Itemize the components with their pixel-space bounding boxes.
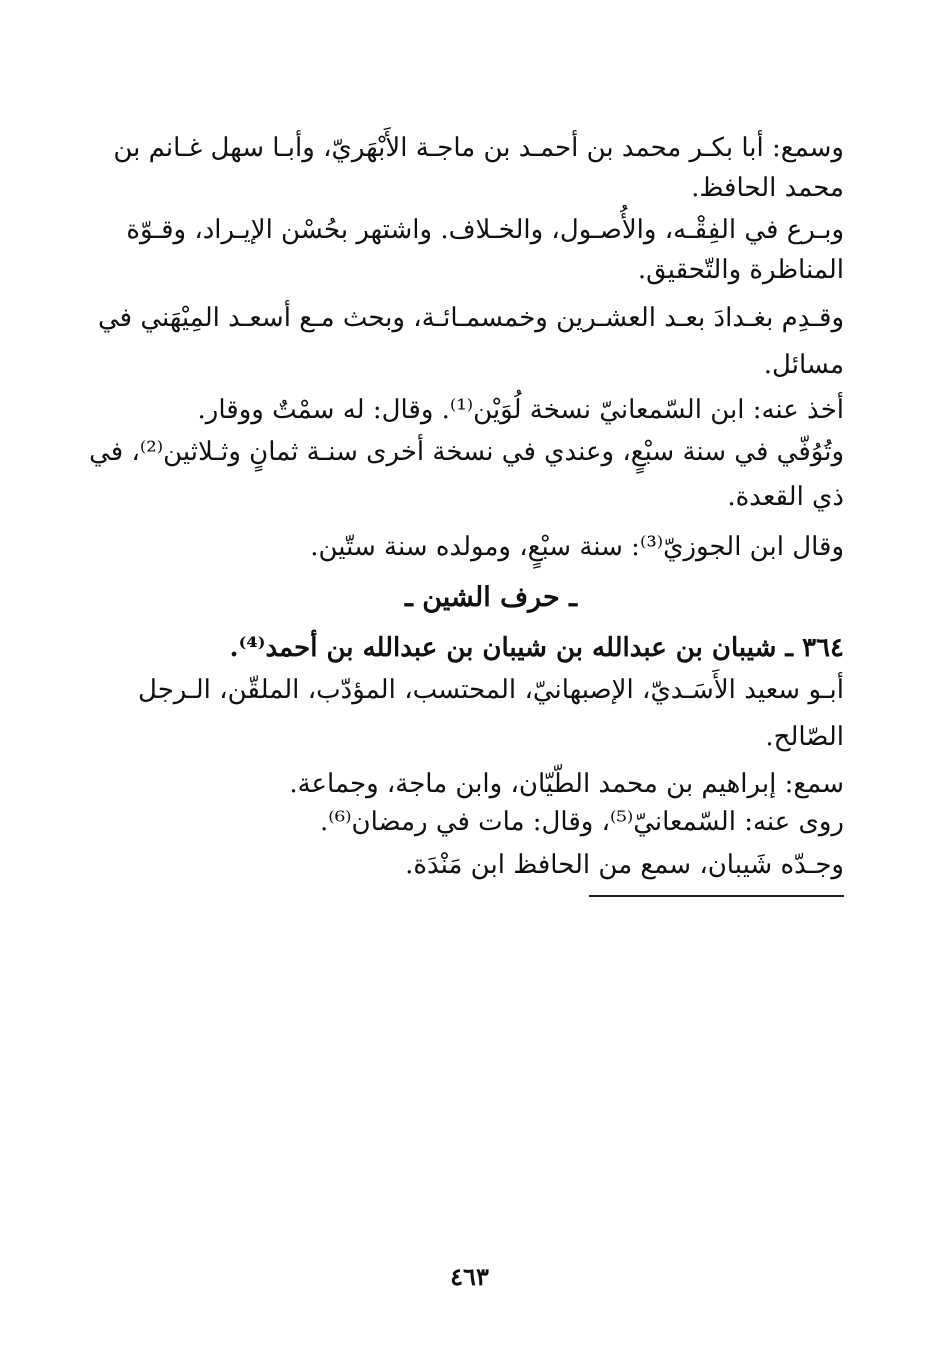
text-line: وقـدِم بغـدادَ بعـد العشـرين وخمسمـائـة، وبحث مـع أسعـد المِيْهَني في xyxy=(97,303,844,333)
text-line: روى عنه: السّمعانيّ⁽⁵⁾، وقال: مات في رمضان⁽⁶⁾. xyxy=(320,807,844,837)
page-number: ٤٦٣ xyxy=(450,1262,489,1291)
footnote-separator xyxy=(589,895,844,897)
text-line: وتُوُفّي في سنة سبْعٍ، وعندي في نسخة أخرى سنـة ثمانٍ وثـلاثين⁽²⁾، في xyxy=(89,437,844,467)
text-line: وسمع: أبا بكـر محمد بن أحمـد بن ماجـة الأَبْهَريّ، وأبـا سهل غـانم بن xyxy=(113,133,844,163)
entry-heading: ٣٦٤ ـ شيبان بن عبدالله بن شيبان بن عبدالله بن أحمد⁽⁴⁾. xyxy=(229,633,844,663)
section-heading: ـ حرف الشين ـ xyxy=(404,582,578,613)
text-line: سمع: إبراهيم بن محمد الطّيّان، وابن ماجة، وجماعة. xyxy=(289,769,844,799)
text-line: أخذ عنه: ابن السّمعانيّ نسخة لُوَيْن⁽¹⁾. وقال: له سمْتٌ ووقار. xyxy=(197,395,844,425)
text-line: مسائل. xyxy=(763,350,844,380)
text-line: ذي القعدة. xyxy=(727,482,844,512)
text-line: الصّالح. xyxy=(765,722,844,752)
text-line: محمد الحافظ. xyxy=(691,173,844,203)
text-line: أبـو سعيد الأَسَـديّ، الإصبهانيّ، المحتسب، المؤدّب، الملقّن، الـرجل xyxy=(138,675,844,705)
text-line: المناظرة والتّحقيق. xyxy=(637,255,844,285)
text-line: وبـرع في الفِقْـه، والأُصـول، والخـلاف. واشتهر بحُسْن الإيـراد، وقـوّة xyxy=(126,215,844,245)
text-line: وجـدّه شَيبان، سمع من الحافظ ابن مَنْدَة. xyxy=(405,850,844,880)
text-line: وقال ابن الجوزيّ⁽³⁾: سنة سبْعٍ، ومولده سنة ستّين. xyxy=(310,532,844,562)
